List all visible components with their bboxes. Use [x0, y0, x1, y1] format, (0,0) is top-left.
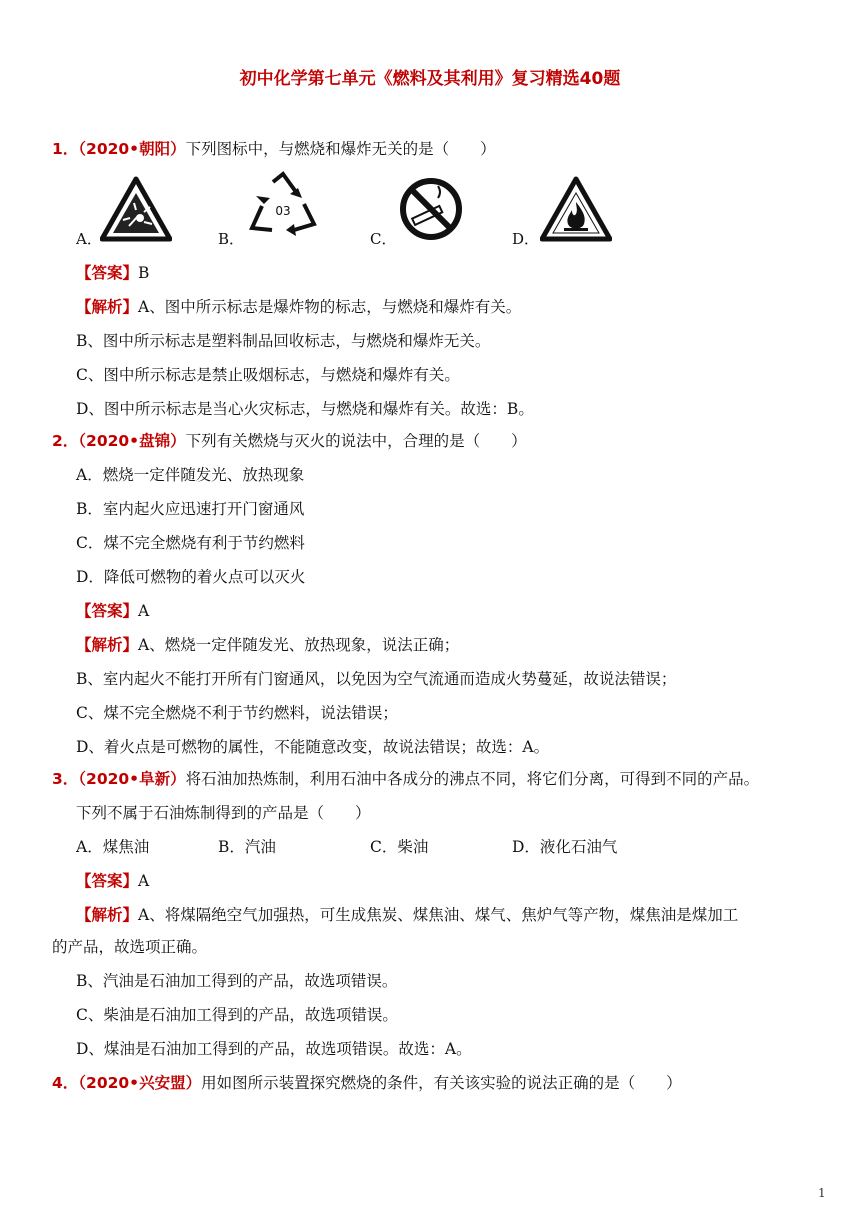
question-3-stem — [52, 768, 759, 790]
question-source: （2020•盘锦） — [78, 432, 186, 450]
option-c: C．柴油 — [370, 838, 429, 856]
answer-value: B — [138, 264, 150, 282]
answer-tag: 【答案】 — [76, 264, 139, 282]
question-source: （2020•朝阳） — [78, 140, 186, 158]
recycle-code-text: 03 — [275, 204, 291, 218]
analysis-text: A、将煤隔绝空气加强热，可生成焦炭、煤焦油、煤气、焦炉气等产物，煤焦油是煤加工 — [138, 906, 739, 924]
option-b: B．汽油 — [218, 838, 276, 856]
option-b: B．室内起火应迅速打开门窗通风 — [76, 500, 305, 518]
option-a: A．煤焦油 — [76, 838, 150, 856]
question-1-stem — [52, 138, 496, 160]
question-text: 下列图标中，与燃烧和爆炸无关的是（ ） — [185, 140, 496, 158]
analysis-text: 的产品，故选项正确。 — [52, 938, 208, 956]
analysis-text: B、汽油是石油加工得到的产品，故选项错误。 — [76, 972, 398, 990]
question-text: 下列不属于石油炼制得到的产品是（ ） — [76, 804, 371, 822]
analysis-text: D、煤油是石油加工得到的产品，故选项错误。故选：A。 — [76, 1040, 472, 1058]
option-d: D．液化石油气 — [512, 838, 618, 856]
analysis-text: A、燃烧一定伴随发光、放热现象，说法正确； — [138, 636, 460, 654]
analysis-text: C、图中所示标志是禁止吸烟标志，与燃烧和爆炸有关。 — [76, 366, 460, 384]
recycle-plastic-03-icon — [246, 170, 320, 240]
answer-value: A — [138, 602, 150, 620]
no-smoking-icon — [398, 176, 464, 242]
question-text: 下列有关燃烧与灭火的说法中，合理的是（ ） — [185, 432, 527, 450]
question-number: 2． — [52, 432, 79, 450]
analysis-text: D、图中所示标志是当心火灾标志，与燃烧和爆炸有关。故选：B。 — [76, 400, 534, 418]
analysis-text: A、图中所示标志是爆炸物的标志，与燃烧和爆炸有关。 — [138, 298, 522, 316]
answer-tag: 【答案】 — [76, 872, 139, 890]
analysis-tag: 【解析】 — [76, 636, 139, 654]
question-number: 1． — [52, 140, 79, 158]
page-number: 1 — [818, 1186, 826, 1200]
analysis-text: C、煤不完全燃烧不利于节约燃料，说法错误； — [76, 704, 398, 722]
analysis-line — [76, 296, 521, 318]
answer-line — [76, 600, 149, 622]
question-number: 4． — [52, 1074, 79, 1092]
question-text: 将石油加热炼制，利用石油中各成分的沸点不同，将它们分离，可得到不同的产品。 — [185, 770, 760, 788]
analysis-line — [76, 634, 459, 656]
answer-value: A — [138, 872, 150, 890]
option-b-label: B． — [218, 230, 245, 248]
question-source: （2020•阜新） — [78, 770, 186, 788]
question-number: 3． — [52, 770, 79, 788]
analysis-line — [76, 904, 738, 926]
question-text: 用如图所示装置探究燃烧的条件，有关该实验的说法正确的是（ ） — [201, 1074, 682, 1092]
explosive-warning-icon — [100, 176, 172, 242]
option-a-label: A． — [76, 230, 102, 248]
answer-line — [76, 262, 149, 284]
option-c-label: C． — [370, 230, 397, 248]
answer-line — [76, 870, 149, 892]
analysis-tag: 【解析】 — [76, 906, 139, 924]
question-4-stem — [52, 1072, 682, 1094]
page-title: 初中化学第七单元《燃料及其利用》复习精选40题 — [239, 69, 621, 89]
analysis-text: D、着火点是可燃物的属性，不能随意改变，故说法错误；故选：A。 — [76, 738, 550, 756]
analysis-text: B、图中所示标志是塑料制品回收标志，与燃烧和爆炸无关。 — [76, 332, 491, 350]
fire-warning-icon — [540, 176, 612, 242]
question-2-stem — [52, 430, 527, 452]
option-d-label: D． — [512, 230, 540, 248]
answer-tag: 【答案】 — [76, 602, 139, 620]
option-a: A．燃烧一定伴随发光、放热现象 — [76, 466, 305, 484]
option-d: D．降低可燃物的着火点可以灭火 — [76, 568, 306, 586]
question-source: （2020•兴安盟） — [78, 1074, 202, 1092]
analysis-tag: 【解析】 — [76, 298, 139, 316]
option-c: C．煤不完全燃烧有利于节约燃料 — [76, 534, 305, 552]
analysis-text: C、柴油是石油加工得到的产品，故选项错误。 — [76, 1006, 398, 1024]
analysis-text: B、室内起火不能打开所有门窗通风，以免因为空气流通而造成火势蔓延，故说法错误； — [76, 670, 677, 688]
